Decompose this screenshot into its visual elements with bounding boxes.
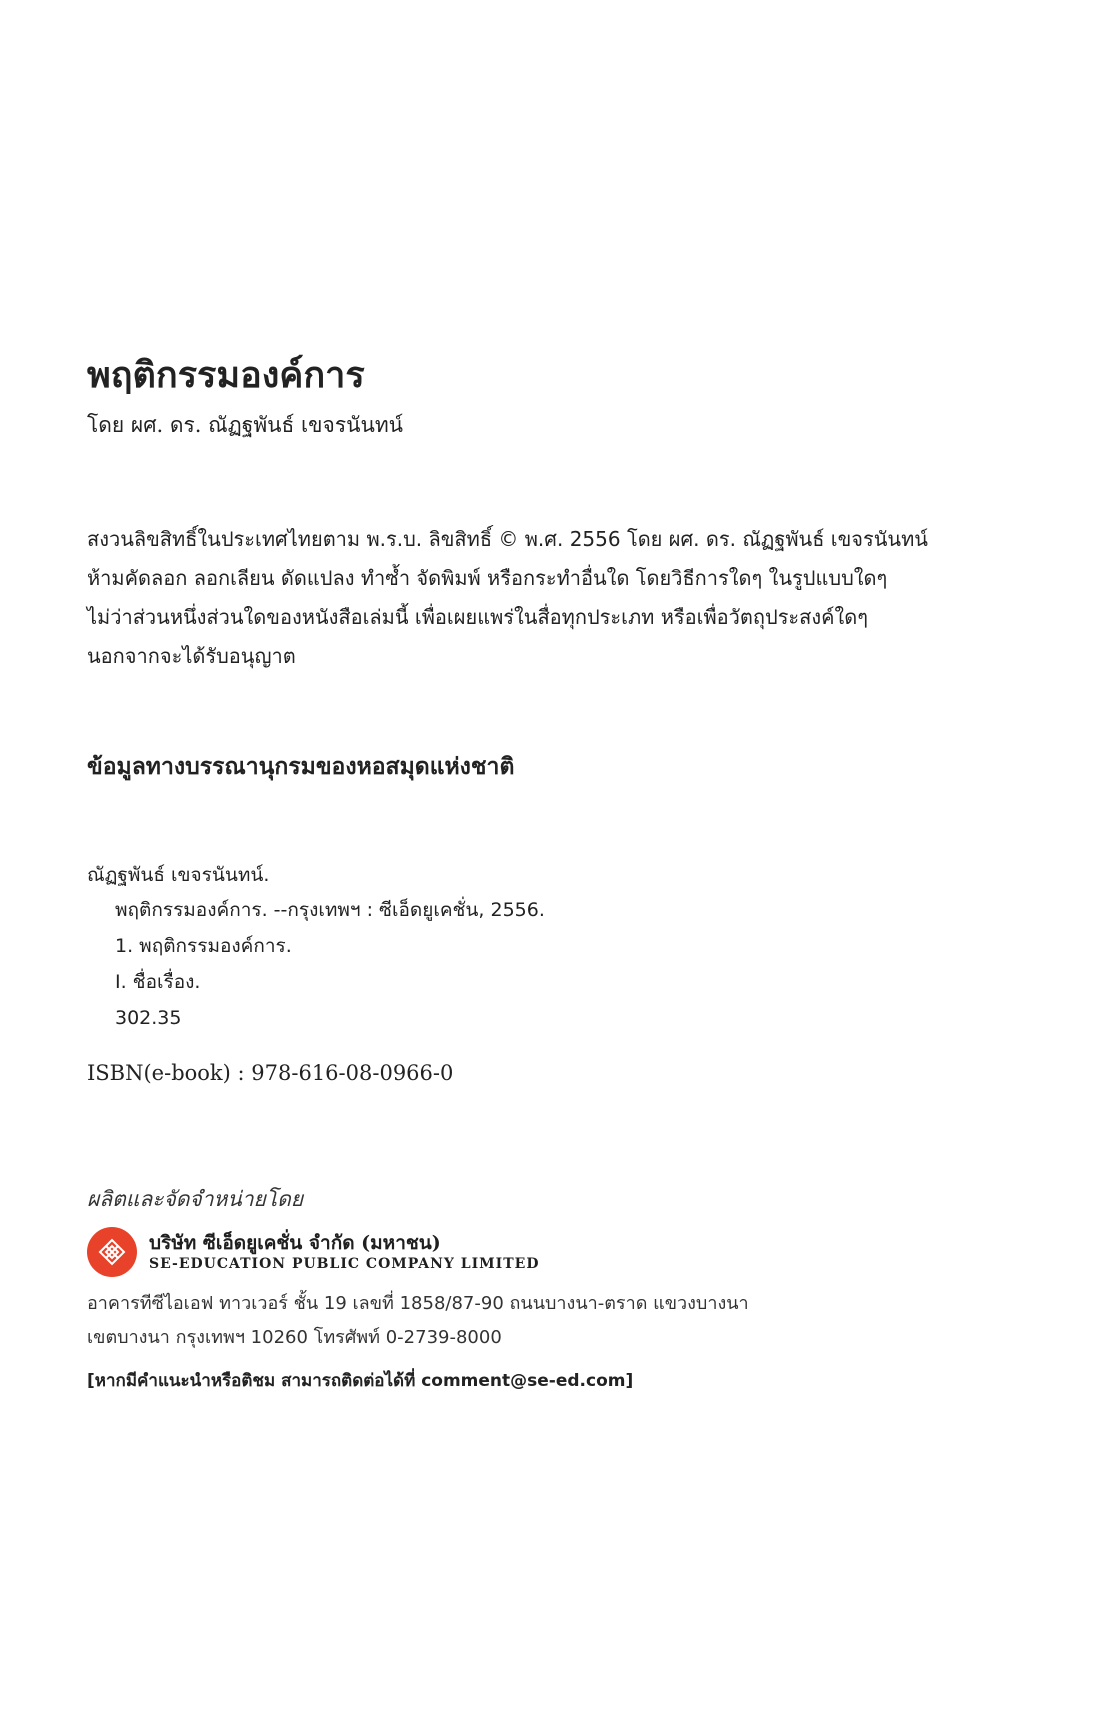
publisher-address: [87, 1287, 1027, 1355]
publisher-logo-row: [87, 1227, 1027, 1277]
publisher-name: [149, 1231, 539, 1273]
publisher-name-th: บริษัท ซีเอ็ดยูเคชั่น จำกัด (มหาชน): [149, 1232, 441, 1254]
address-line: เขตบางนา กรุงเทพฯ 10260 โทรศัพท์ 0-2739-8000: [87, 1327, 502, 1348]
publisher-name-en: SE-EDUCATION PUBLIC COMPANY LIMITED: [149, 1256, 540, 1272]
copyright-notice: [87, 520, 1027, 676]
cip-author: ณัฏฐพันธ์ เขจรนันทน์.: [87, 864, 270, 886]
copyright-line: ไม่ว่าส่วนหนึ่งส่วนใดของหนังสือเล่มนี้ เพื่อเผยแพร่ในสื่อทุกประเภท หรือเพื่อวัตถุประสงค์ใดๆ: [87, 605, 869, 629]
isbn: ISBN(e-book) : 978-616-08-0966-0: [87, 1061, 454, 1085]
book-title: พฤติกรรมองค์การ: [87, 354, 365, 396]
lattice-icon: [97, 1237, 127, 1267]
copyright-line: ห้ามคัดลอก ลอกเลียน ดัดแปลง ทำซ้ำ จัดพิมพ์ หรือกระทำอื่นใด โดยวิธีการใดๆ ในรูปแบบใดๆ: [87, 566, 888, 590]
cip-entry: พฤติกรรมองค์การ. --กรุงเทพฯ : ซีเอ็ดยูเคชั่น, 2556.: [115, 899, 545, 921]
copyright-line: สงวนลิขสิทธิ์ในประเทศไทยตาม พ.ร.บ. ลิขสิทธิ์ © พ.ศ. 2556 โดย ผศ. ดร. ณัฏฐพันธ์ เขจรนันทน์: [87, 527, 928, 551]
se-ed-logo-icon: [87, 1227, 137, 1277]
copyright-line: นอกจากจะได้รับอนุญาต: [87, 644, 296, 668]
feedback-contact: [หากมีคำแนะนำหรือติชม สามารถติดต่อได้ที่ comment@se-ed.com]: [87, 1371, 634, 1391]
cip-subject: 1. พฤติกรรมองค์การ.: [115, 935, 292, 957]
produced-by-label: ผลิตและจัดจำหน่ายโดย: [87, 1187, 304, 1211]
book-byline: โดย ผศ. ดร. ณัฏฐพันธ์ เขจรนันทน์: [87, 413, 404, 437]
address-line: อาคารทีซีไอเอฟ ทาวเวอร์ ชั้น 19 เลขที่ 1858/87-90 ถนนบางนา-ตราด แขวงบางนา: [87, 1293, 749, 1314]
cip-title-entry: I. ชื่อเรื่อง.: [115, 971, 201, 993]
cip-classification: 302.35: [115, 1007, 182, 1029]
cataloging-in-publication: [87, 858, 1027, 1036]
catalog-heading: ข้อมูลทางบรรณานุกรมของหอสมุดแห่งชาติ: [87, 753, 515, 780]
